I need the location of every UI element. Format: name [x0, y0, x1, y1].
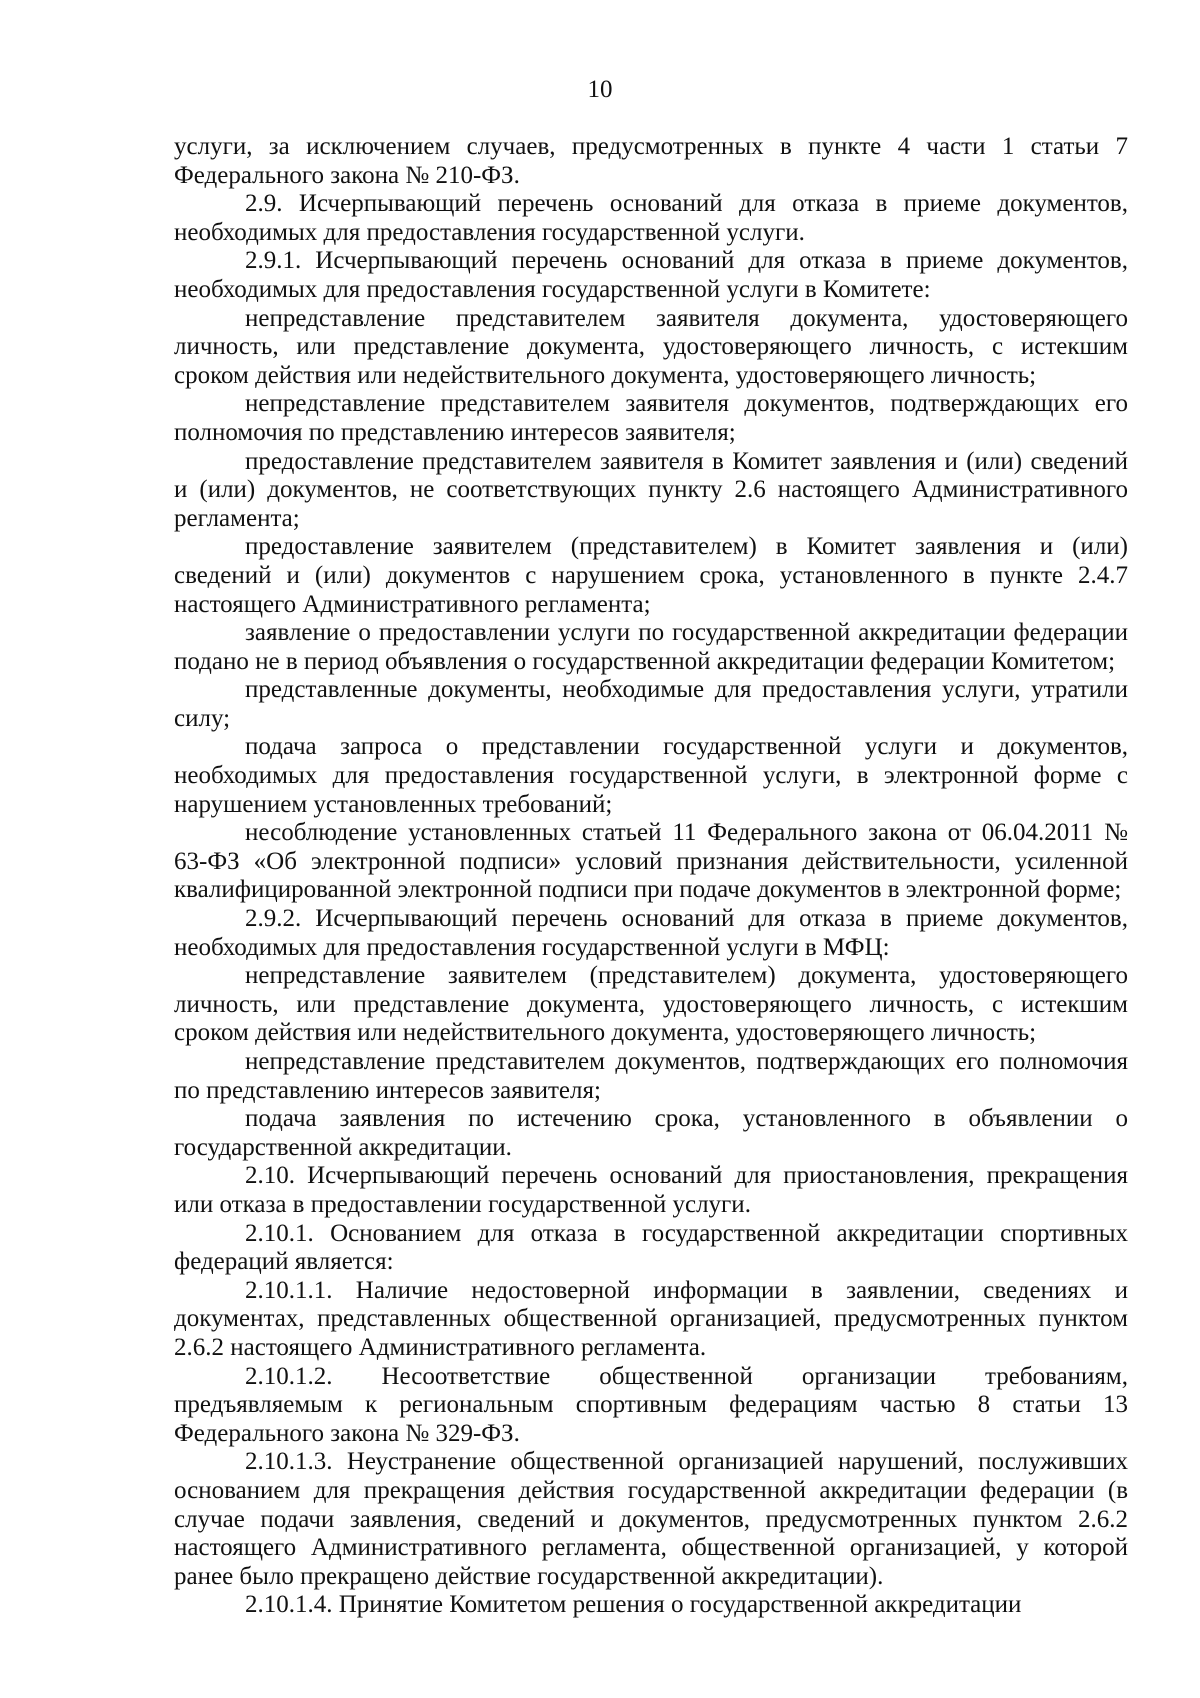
list-item-ground: заявление о предоставлении услуги по государственной аккредитации федерации подано не в период объявления о государственной аккредитации федерации Комитетом; — [174, 619, 1128, 675]
list-item-ground: непредставление представителем документов, подтверждающих его полномочия по представлению интересов заявителя; — [174, 1048, 1128, 1104]
paragraph-continuation: услуги, за исключением случаев, предусмотренных в пункте 4 части 1 статьи 7 Федерального закона № 210-ФЗ. — [174, 133, 1128, 189]
page-number: 10 — [587, 76, 613, 103]
list-item-ground: представленные документы, необходимые для предоставления услуги, утратили силу; — [174, 676, 1128, 732]
paragraph-section-2-9-2: 2.9.2. Исчерпывающий перечень оснований для отказа в приеме документов, необходимых для предоставления государственной услуги в МФЦ: — [174, 905, 1128, 961]
list-item-ground: предоставление представителем заявителя в Комитет заявления и (или) сведений и (или) документов, не соответствующих пункту 2.6 настоящего Административного регламента; — [174, 447, 1128, 532]
list-item-ground: предоставление заявителем (представителем) в Комитет заявления и (или) сведений и (или) документов с нарушением срока, установленного в пункте 2.4.7 настоящего Административного регламента; — [174, 533, 1128, 618]
list-item-ground: непредставление заявителем (представителем) документа, удостоверяющего личность, или представление документа, удостоверяющего личность, с истекшим сроком действия или недействительного документа, удостоверяющего личность; — [174, 962, 1128, 1047]
paragraph-section-2-10-1-2: 2.10.1.2. Несоответствие общественной организации требованиям, предъявляемым к региональным спортивным федерациям частью 8 статьи 13 Федерального закона № 329-ФЗ. — [174, 1362, 1128, 1447]
document-body — [174, 133, 1128, 1620]
paragraph-section-2-10-1-3: 2.10.1.3. Неустранение общественной организацией нарушений, послуживших основанием для прекращения действия государственной аккредитации федерации (в случае подачи заявления, сведений и документов, предусмотренных пунктом 2.6.2 настоящего Административного регламента, общественной организацией, у которой ранее было прекращено действие государственной аккредитации). — [174, 1448, 1128, 1590]
paragraph-section-2-10-1: 2.10.1. Основанием для отказа в государственной аккредитации спортивных федераций является: — [174, 1219, 1128, 1276]
list-item-ground: подача запроса о представлении государственной услуги и документов, необходимых для предоставления государственной услуги, в электронной форме с нарушением установленных требований; — [174, 733, 1128, 818]
paragraph-section-2-9: 2.9. Исчерпывающий перечень оснований для отказа в приеме документов, необходимых для предоставления государственной услуги. — [174, 190, 1128, 246]
paragraph-section-2-9-1: 2.9.1. Исчерпывающий перечень оснований для отказа в приеме документов, необходимых для предоставления государственной услуги в Комитете: — [174, 247, 1128, 303]
list-item-ground: подача заявления по истечению срока, установленного в объявлении о государственной аккредитации. — [174, 1105, 1128, 1161]
paragraph-section-2-10-1-4: 2.10.1.4. Принятие Комитетом решения о государственной аккредитации — [245, 1591, 1022, 1619]
paragraph-section-2-10-1-1: 2.10.1.1. Наличие недостоверной информации в заявлении, сведениях и документах, представленных общественной организацией, предусмотренных пунктом 2.6.2 настоящего Административного регламента. — [174, 1276, 1128, 1361]
list-item-ground: непредставление представителем заявителя документа, удостоверяющего личность, или представление документа, удостоверяющего личность, с истекшим сроком действия или недействительного документа, удостоверяющего личность; — [174, 304, 1128, 389]
list-item-ground: непредставление представителем заявителя документов, подтверждающих его полномочия по представлению интересов заявителя; — [174, 390, 1128, 446]
list-item-ground: несоблюдение установленных статьей 11 Федерального закона от 06.04.2011 № 63-ФЗ «Об электронной подписи» условий признания действительности, усиленной квалифицированной электронной подписи при подаче документов в электронной форме; — [174, 819, 1128, 904]
paragraph-section-2-10: 2.10. Исчерпывающий перечень оснований для приостановления, прекращения или отказа в предоставлении государственной услуги. — [174, 1162, 1128, 1218]
